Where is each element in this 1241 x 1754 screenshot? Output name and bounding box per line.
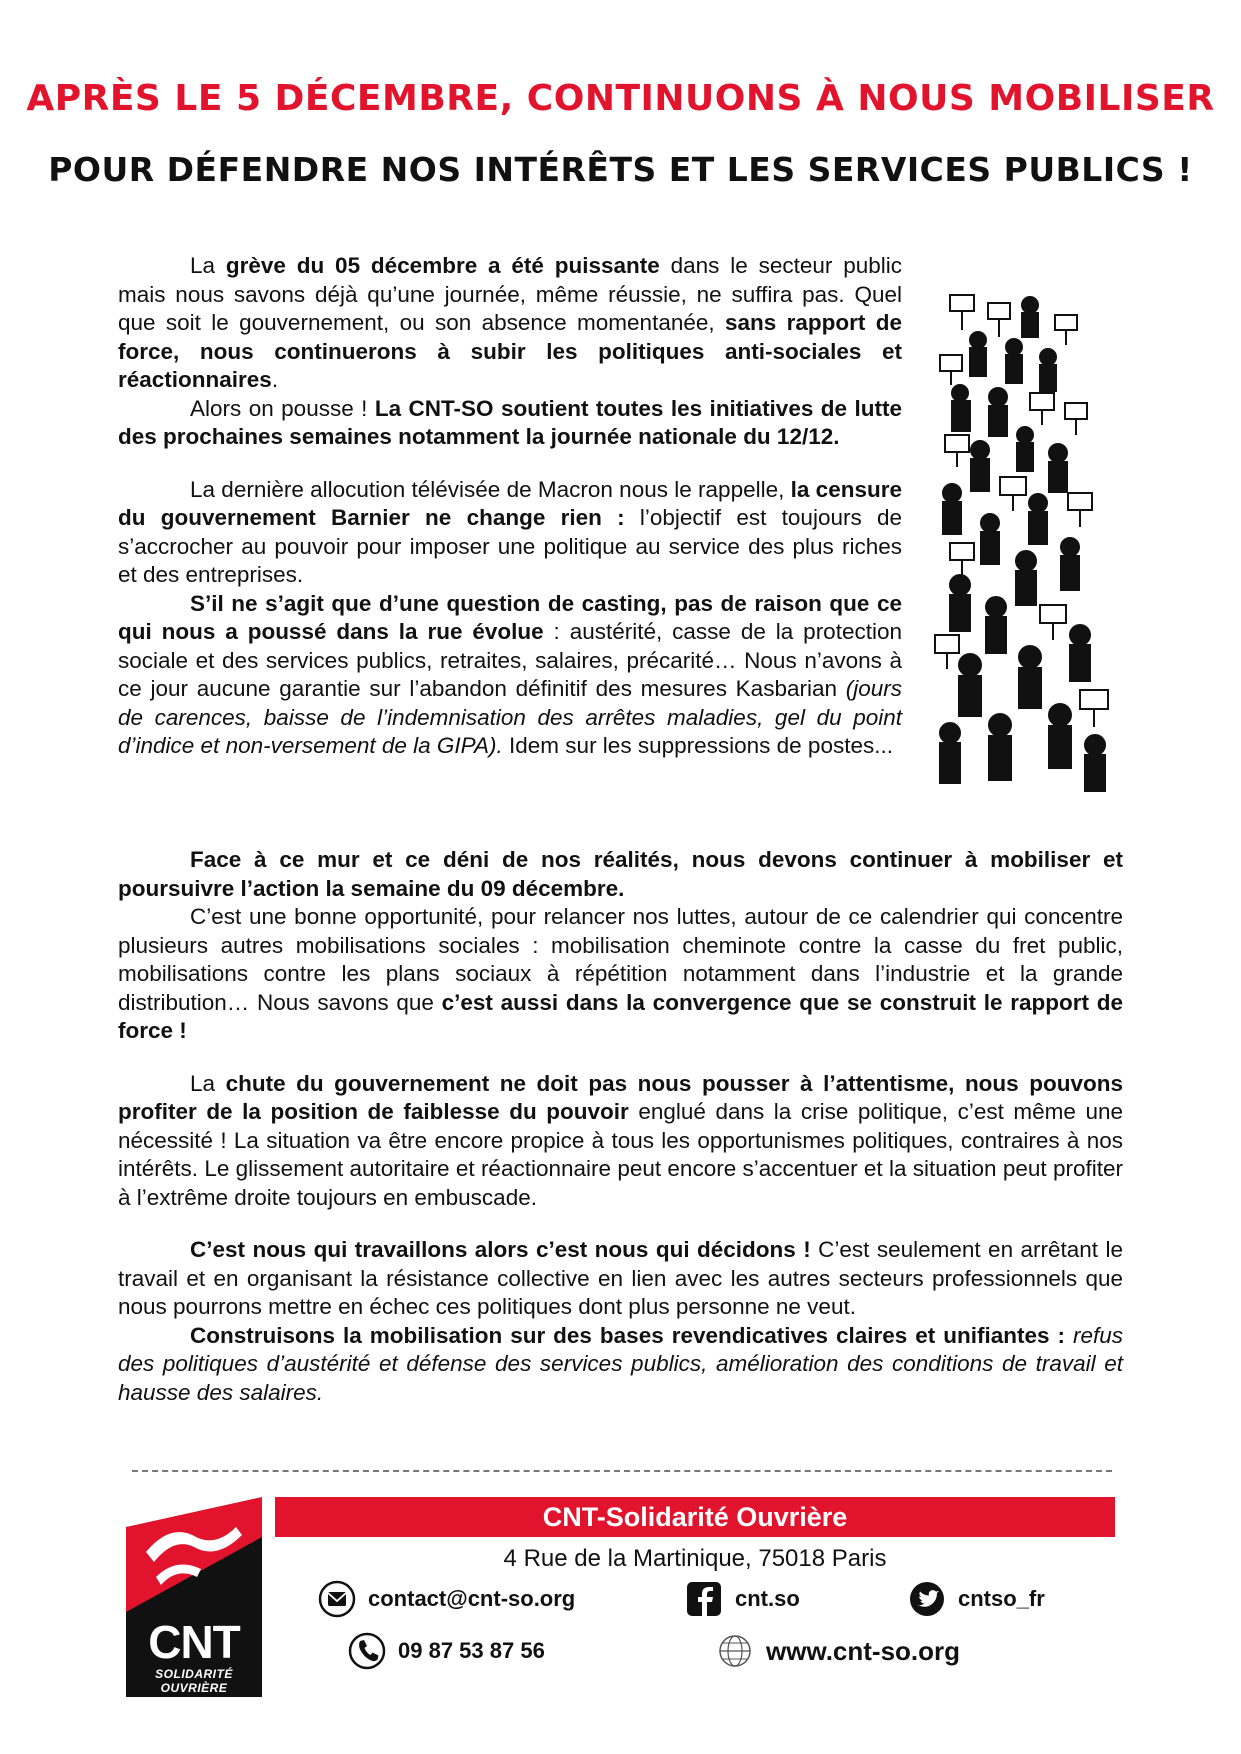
org-name: CNT-Solidarité Ouvrière (542, 1502, 848, 1532)
headline-line-2: POUR DÉFENDRE NOS INTÉRÊTS ET LES SERVICES PUBLICS ! (48, 150, 1193, 189)
contact-website[interactable]: www.cnt-so.org (716, 1632, 960, 1670)
paragraph-4: S’il ne s’agit que d’une question de casting, pas de raison que ce qui nous a poussé dans la rue évolue : austérité, casse de la protection sociale et des services publics, retraites, salaires, précarité… Nous n’avons à ce jour aucune garantie sur l’abandon définitif des mesures Kasbarian (jours de carences, baisse de l’indemnisation des arrêtes maladies, gel du point d’indice et non-versement de la GIPA). Idem sur les suppressions de postes... (118, 590, 902, 758)
text-column-bottom (118, 846, 1123, 1407)
cut-line (132, 1470, 1112, 1472)
paragraph-3: La dernière allocution télévisée de Macron nous le rappelle, la censure du gouvernement Barnier ne change rien : l’objectif est toujours de s’accrocher au pouvoir pour imposer une politique au service des plus riches et des entreprises. (118, 476, 902, 587)
paragraph-1: La grève du 05 décembre a été puissante dans le secteur public mais nous savons déjà qu’une journée, même réussie, ne suffira pas. Quel que soit le gouvernement, ou son absence momentanée, sans rapport de force, nous continuerons à subir les politiques anti-sociales et réactionnaires. (118, 253, 903, 392)
paragraph-5: Face à ce mur et ce déni de nos réalités, nous devons continuer à mobiliser et poursuivre l’action la semaine du 09 décembre. (118, 847, 1123, 901)
paragraph-9: Construisons la mobilisation sur des bases revendicatives claires et unifiantes : refus des politiques d’austérité et défense des services publics, amélioration des conditions de travail et hausse des salaires. (118, 1322, 1123, 1405)
contact-phone[interactable]: 09 87 53 87 56 (348, 1632, 545, 1670)
email-icon (318, 1580, 356, 1618)
org-address: 4 Rue de la Martinique, 75018 Paris (503, 1545, 887, 1572)
phone-icon (348, 1632, 386, 1670)
contact-twitter[interactable]: cntso_fr (908, 1580, 1045, 1618)
contact-email[interactable]: contact@cnt-so.org (318, 1580, 575, 1618)
crowd-illustration (930, 285, 1130, 795)
headline-line-1: APRÈS LE 5 DÉCEMBRE, CONTINUONS À NOUS MOBILISER (26, 78, 1215, 119)
paragraph-2: Alors on pousse ! La CNT-SO soutient toutes les initiatives de lutte des prochaines semaines notamment la journée nationale du 12/12. (118, 395, 902, 449)
globe-icon (716, 1632, 754, 1670)
logo-subtitle: SOLIDARITÉ OUVRIÈRE (155, 1667, 233, 1695)
text-column-top (118, 252, 902, 761)
logo-cnt-text: CNT (148, 1616, 240, 1668)
paragraph-8: C’est nous qui travaillons alors c’est nous qui décidons ! C’est seulement en arrêtant le travail et en organisant la résistance collective en lien avec les autres secteurs professionnels que nous pourrons mettre en échec ces politiques dont plus personne ne veut. (118, 1237, 1123, 1319)
paragraph-6: C’est une bonne opportunité, pour relancer nos luttes, autour de ce calendrier qui concentre plusieurs autres mobilisations sociales : mobilisation cheminote contre la casse du fret public, mobilisations contre les plans sociaux à répétition notamment dans l’industrie et la grande distribution… Nous savons que c’est aussi dans la convergence que se construit le rapport de force ! (118, 904, 1123, 1043)
facebook-icon (685, 1580, 723, 1618)
contact-facebook[interactable]: cnt.so (685, 1580, 800, 1618)
paragraph-7: La chute du gouvernement ne doit pas nous pousser à l’attentisme, nous pouvons profiter de la position de faiblesse du pouvoir englué dans la crise politique, c’est même une nécessité ! La situation va être encore propice à tous les opportunismes politiques, contraires à nos intérêts. Le glissement autoritaire et réactionnaire peut encore s’accentuer et la situation peut profiter à l’extrême droite toujours en embuscade. (118, 1070, 1124, 1210)
twitter-icon (908, 1580, 946, 1618)
